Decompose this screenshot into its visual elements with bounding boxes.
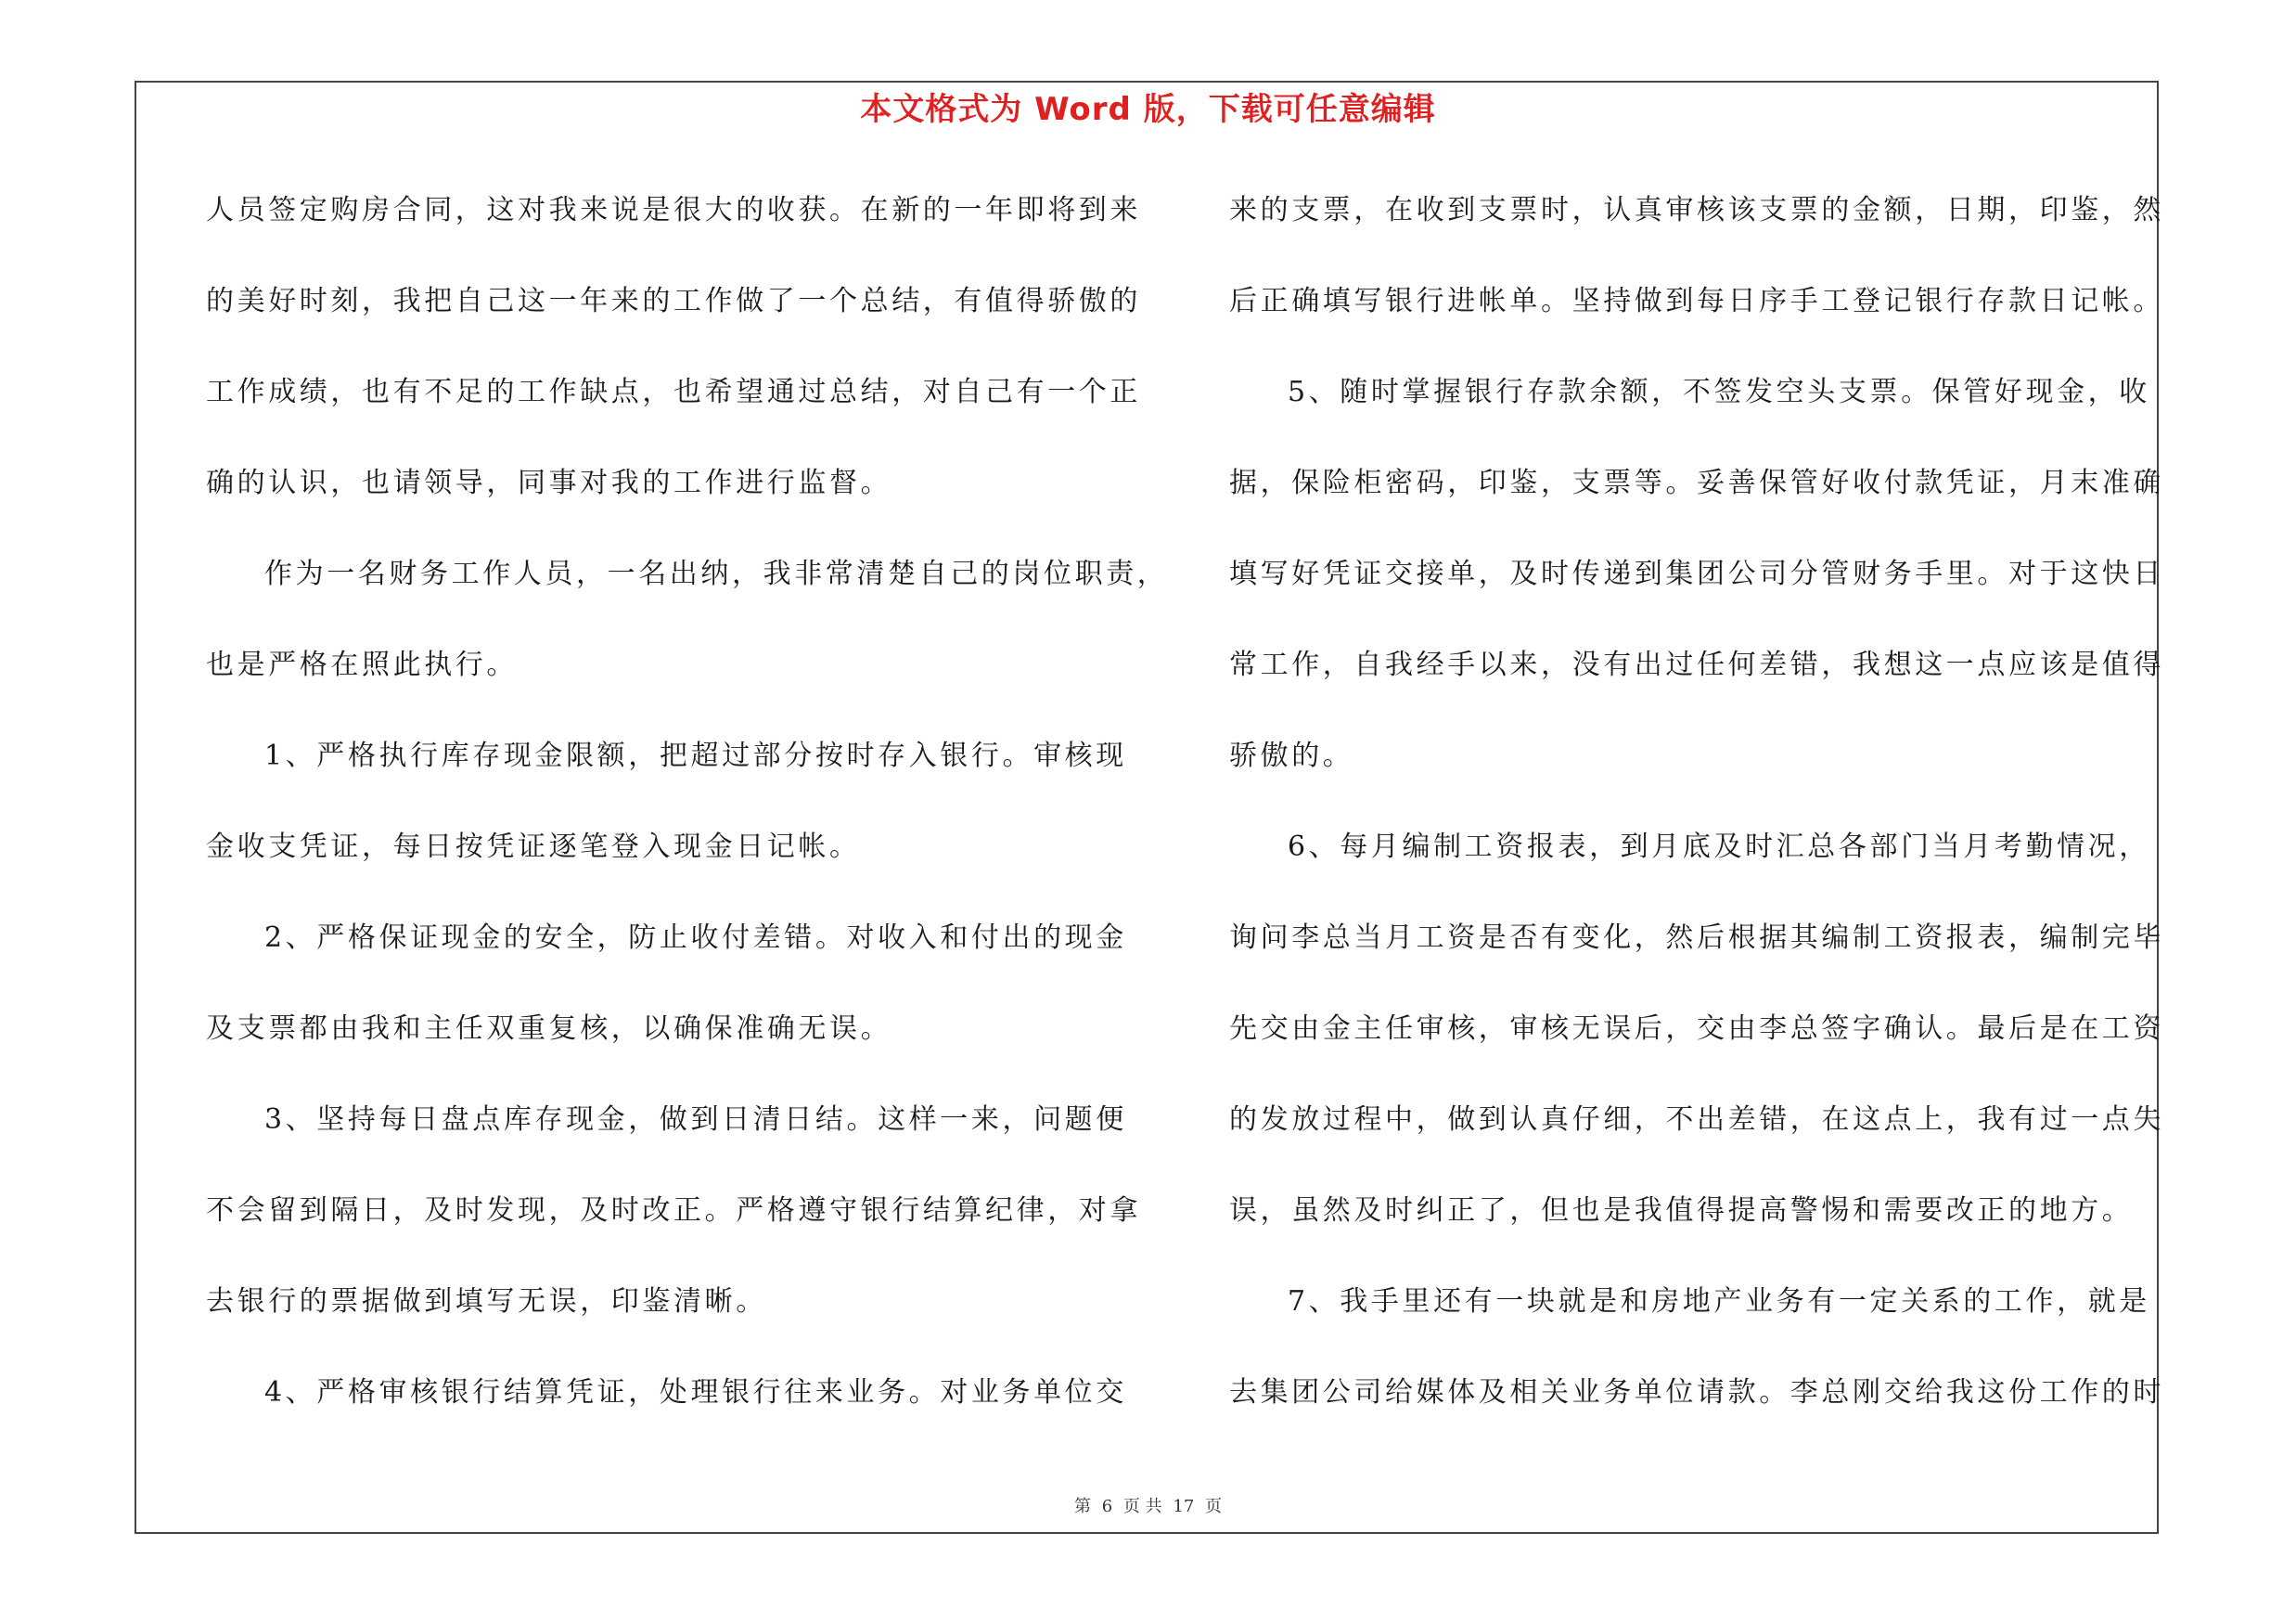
page-number-footer <box>0 1493 2296 1517</box>
paragraph-line: 也是严格在照此执行。 <box>206 649 518 681</box>
paragraph-line: 金收支凭证，每日按凭证逐笔登入现金日记帐。 <box>206 831 861 863</box>
paragraph-line: 4、严格审核银行结算凭证，处理银行往来业务。对业务单位交 <box>264 1376 1127 1409</box>
paragraph-line: 确的认识，也请领导，同事对我的工作进行监督。 <box>206 467 892 499</box>
page-label-prefix: 第 <box>1073 1497 1091 1516</box>
paragraph-line: 作为一名财务工作人员，一名出纳，我非常清楚自己的岗位职责， <box>264 558 1169 590</box>
page-label-middle: 页 共 <box>1122 1497 1162 1516</box>
paragraph-line: 人员签定购房合同，这对我来说是很大的收获。在新的一年即将到来 <box>206 194 1141 226</box>
paragraph-line: 的美好时刻，我把自己这一年来的工作做了一个总结，有值得骄傲的 <box>206 285 1141 317</box>
paragraph-line: 3、坚持每日盘点库存现金，做到日清日结。这样一来，问题便 <box>264 1103 1127 1136</box>
paragraph-line: 去集团公司给媒体及相关业务单位请款。李总刚交给我这份工作的时 <box>1229 1376 2164 1409</box>
paragraph-line: 工作成绩，也有不足的工作缺点，也希望通过总结，对自己有一个正 <box>206 376 1141 408</box>
paragraph-line: 去银行的票据做到填写无误，印鉴清晰。 <box>206 1285 767 1318</box>
page-label-suffix: 页 <box>1205 1497 1223 1516</box>
paragraph-line: 及支票都由我和主任双重复核，以确保准确无误。 <box>206 1012 892 1045</box>
total-page-count: 17 <box>1173 1497 1195 1516</box>
right-text-column <box>1229 187 2164 1461</box>
paragraph-line: 询问李总当月工资是否有变化，然后根据其编制工资报表，编制完毕 <box>1229 921 2164 954</box>
paragraph-line: 1、严格执行库存现金限额，把超过部分按时存入银行。审核现 <box>264 740 1127 772</box>
paragraph-line: 常工作，自我经手以来，没有出过任何差错，我想这一点应该是值得 <box>1229 649 2164 681</box>
document-banner: 本文格式为 Word 版，下载可任意编辑 <box>860 91 1436 128</box>
paragraph-line: 后正确填写银行进帐单。坚持做到每日序手工登记银行存款日记帐。 <box>1229 285 2164 317</box>
paragraph-line: 的发放过程中，做到认真仔细，不出差错，在这点上，我有过一点失 <box>1229 1103 2164 1136</box>
paragraph-line: 7、我手里还有一块就是和房地产业务有一定关系的工作，就是 <box>1288 1285 2150 1318</box>
paragraph-line: 先交由金主任审核，审核无误后，交由李总签字确认。最后是在工资 <box>1229 1012 2164 1045</box>
paragraph-line: 2、严格保证现金的安全，防止收付差错。对收入和付出的现金 <box>264 921 1127 954</box>
paragraph-line: 6、每月编制工资报表，到月底及时汇总各部门当月考勤情况， <box>1288 831 2150 863</box>
paragraph-line: 据，保险柜密码，印鉴，支票等。妥善保管好收付款凭证，月末准确 <box>1229 467 2164 499</box>
paragraph-line: 填写好凭证交接单，及时传递到集团公司分管财务手里。对于这快日 <box>1229 558 2164 590</box>
current-page-number: 6 <box>1101 1497 1113 1516</box>
paragraph-line: 不会留到隔日，及时发现，及时改正。严格遵守银行结算纪律，对拿 <box>206 1194 1141 1227</box>
left-text-column <box>206 187 1169 1461</box>
paragraph-line: 来的支票，在收到支票时，认真审核该支票的金额，日期，印鉴，然 <box>1229 194 2164 226</box>
paragraph-line: 误，虽然及时纠正了，但也是我值得提高警惕和需要改正的地方。 <box>1229 1194 2134 1227</box>
paragraph-line: 骄傲的。 <box>1229 740 1354 772</box>
paragraph-line: 5、随时掌握银行存款余额，不签发空头支票。保管好现金，收 <box>1288 376 2150 408</box>
